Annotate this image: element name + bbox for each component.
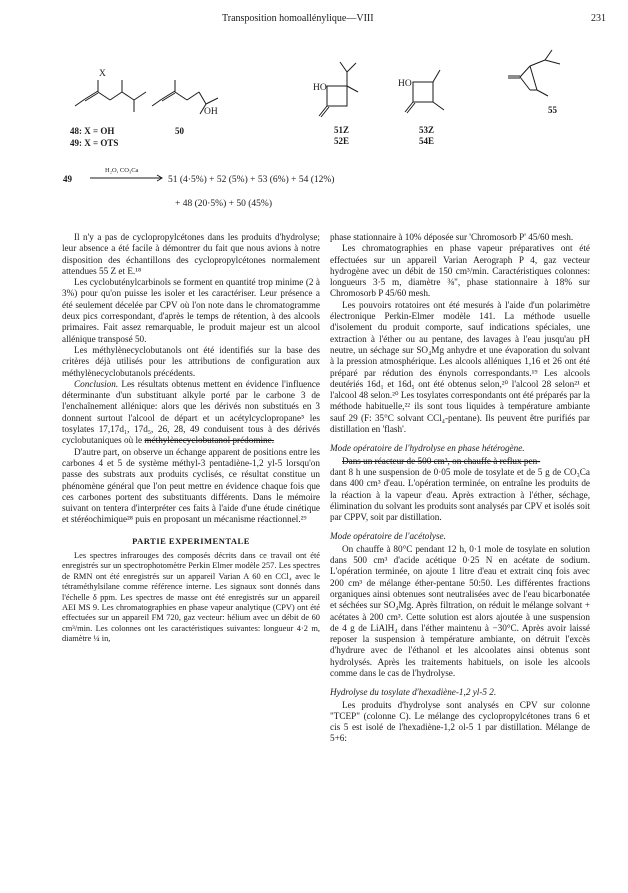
- paragraph: Les méthylènecyclobutanols ont été identifiés sur la base des critères déjà utilisés pour les attributions de configuration aux méthylènecyclobutanols précédents.: [62, 344, 320, 378]
- page-number: 231: [591, 13, 606, 24]
- label-48: 48: X = OH: [70, 126, 115, 136]
- substituent-x: X: [99, 69, 106, 79]
- paragraph: D'autre part, on observe un échange apparent de positions entre les carbones 4 et 5 de système méthyl-3 pentadiène-1,2 yl-5 lorsqu'on passe des substrats aux produits cyclisés, ce résultat constitue un phénomène général que l'on peut mettre en évidence chaque fois que ces carbones portent des substituants différents. Dans le mémoire suivant on tentera d'interpréter ces faits à l'aide d'une étude cinétique et stéréochimique²⁸ puis en proposant un mécanisme réactionnel.²⁹: [62, 446, 320, 525]
- label-50: 50: [175, 126, 184, 136]
- struck-text: méthylènecyclobutanol prédomine.: [144, 435, 275, 446]
- reactant-49: 49: [63, 174, 72, 184]
- paragraph: phase stationnaire à 10% déposée sur 'Chromosorb P' 45/60 mesh.: [330, 232, 574, 242]
- label-52e: 52E: [334, 136, 350, 146]
- paragraph: Les pouvoirs rotatoires ont été mesurés à l'aide d'un polarimètre électronique Perkin-Elmer modèle 141. La méthode usuelle d'isolement du produit comporte, sauf indications spéciales, une extraction à l'éther ou au pentane, des lavages à l'eau jusqu'au pH neutre, un séchage sur SO₄Mg anhydre et une évaporation du solvant à la pression atmosphérique. Les alcools alléniques 1,16 et 26 ont été préparé par rédution des énynols correspondants.¹⁹ Les alcools deutériés 16d₁ et 16d₅ ont été obtenus selon,²⁰ l'alcool 28 selon²¹ et l'alcool 48 selon.²⁰ Les tosylates correspondants ont été préparés par la méthode habituelle,²² ils sont tous liquides à température ambiante sauf 29 (F: 35°C solvant CCl₄-pentane). Ils peuvent être purifiés par distillation en 'flash'.: [330, 299, 590, 435]
- struck-text: Dans un réacteur de 500 cm³, on chauffe à reflux pen-: [342, 455, 541, 466]
- subsection-title: Hydrolyse du tosylate d'hexadiène-1,2 yl-5 2.: [330, 687, 497, 698]
- section-title: PARTIE EXPERIMENTALE: [132, 535, 250, 546]
- label-51z: 51Z: [334, 125, 350, 135]
- reaction-products-line1: 51 (4·5%) + 52 (5%) + 53 (6%) + 54 (12%): [168, 175, 335, 185]
- subsection-title: Mode opératoire de l'acétolyse.: [330, 531, 446, 542]
- reaction-conditions: H₂O, CO₃Ca: [105, 167, 139, 174]
- paragraph: On chauffe à 80°C pendant 12 h, 0·1 mole de tosylate en solution dans 500 cm³ d'acide acétique 0·25 N en acétate de sodium. L'opération terminée, on ajoute 1 litre d'eau et extrait cinq fois avec 200 cm³ de mélange éther-pentane 50:50. Les différentes fractions organiques ainsi obtenues sont neutralisées avec de l'eau bicarbonatée et séchées sur SO₄Mg. Après filtration, on réduit le mélange solvant + acétates à 200 cm³. Cette solution est alors ajoutée à une suspension de 4 g de LiAlH₄ dans l'éther maintenu à −30°C. Après avoir laissé reposer la suspension à température ambiante, on détruit l'excès d'hydrure avec de l'éthanol et les alcoolates ainsi obtenus sont hydrolysés. Après les traitements habituels, on isole les alcools comme dans le cas de l'hydrolyse.: [330, 543, 590, 678]
- conclusion-lead: Conclusion.: [74, 378, 119, 389]
- left-column: [62, 232, 320, 645]
- running-header: Transposition homoallénylique—VIII: [222, 13, 374, 24]
- paragraph: Il n'y a pas de cyclopropylcétones dans les produits d'hydrolyse; leur absence a été facile à démontrer du fait que nous avions à notre disposition des échantillons des cyclopropylcétones normalement attendues 55 Z et E.¹⁸: [62, 232, 320, 276]
- label-53z: 53Z: [419, 125, 435, 135]
- label-55: 55: [548, 105, 557, 115]
- structure-48-49: [75, 80, 146, 112]
- label-49: 49: X = OTS: [70, 138, 119, 148]
- oh-50: OH: [204, 107, 218, 117]
- paragraph: dant 8 h une suspension de 0·05 mole de tosylate et de 5 g de CO₃Ca dans 400 cm³ d'eau. L'opération terminée, on entraîne les produits de la réaction à la vapeur d'eau. Après extraction à l'éther, séchage, élimination du solvant les produits sont analysés par CPV et isolés soit par CPPV, soit par distillation.: [330, 466, 590, 523]
- structure-53-54: [405, 70, 444, 113]
- paragraph: Les chromatographies en phase vapeur préparatives ont été effectuées sur un appareil Varian Aerograph P 4, gaz vecteur hydrogène avec un débit de 150 cm³/min. Caractéristiques colonnes: longueurs 3·5 m, diamètre ⅜", phase stationnaire à 18% sur Chromosorb P 45/60 mesh.: [330, 243, 590, 299]
- structure-55: [508, 50, 560, 96]
- right-column: [330, 232, 590, 745]
- label-54e: 54E: [419, 136, 435, 146]
- subsection-title: Mode opératoire de l'hydrolyse en phase hétérogène.: [330, 443, 525, 454]
- paragraph-conclusion: Conclusion. Les résultats obtenus mettent en évidence l'influence déterminante d'un substituant alkyle porté par le carbone 3 de l'enchaînement allénique: alors que les dérivés non substitués en 3 donnent surtout l'alcool de départ et un acétylcyclopropane⁵ les tosylates 17,17d₁, 17d₅, 26, 28, 49 conduisent tous à des dérivés cyclobutaniques où le méthylènecyclobutanol prédomine.: [62, 378, 321, 446]
- paragraph: Les spectres infrarouges des composés décrits dans ce travail ont été enregistrés sur un spectrophotomètre Perkin Elmer modèle 257. Les spectres de RMN ont été enregistrés sur un appareil Varian A 60 en CCl₄ avec le tétraméthylsilane comme référence interne. Les signaux sont donnés dans l'échelle δ ppm. Les spectres de masse ont été enregistrés sur un appareil AEI MS 9. Les chromatographies en phase vapeur analytique (CPV) ont été effectuées sur un appareil FM 720, gaz vecteur: hélium avec un débit de 60 cm³/min. Les colonnes ont les caractéristiques suivantes: longueur 4·2 m, diamètre ¼ in,: [62, 551, 320, 644]
- reaction-products-line2: + 48 (20·5%) + 50 (45%): [175, 199, 272, 209]
- ho-51: HO: [313, 83, 327, 93]
- chemical-schemes: [0, 0, 628, 220]
- paragraph: Les produits d'hydrolyse sont analysés en CPV sur colonne "TCEP" (colonne C). Le mélange des cyclopropylcétones trans 6 et cis 5 est isolé de l'hexadiène-1,2 ol-5 1 par distillation. Mélange de 5+6:: [330, 699, 590, 744]
- ho-53: HO: [398, 79, 412, 89]
- paragraph: Les cyclobuténylcarbinols se forment en quantité trop minime (2 à 3%) pour qu'on puisse les isoler et les caractériser. Leur présence a été seulement décelée par CPV où l'on note dans le chromatogramme deux pics correspondant, d'après le temps de rétention, à des alcools primaires. Fait assez remarquable, le produit majeur est un alcool allénique transposé 50.: [62, 277, 320, 344]
